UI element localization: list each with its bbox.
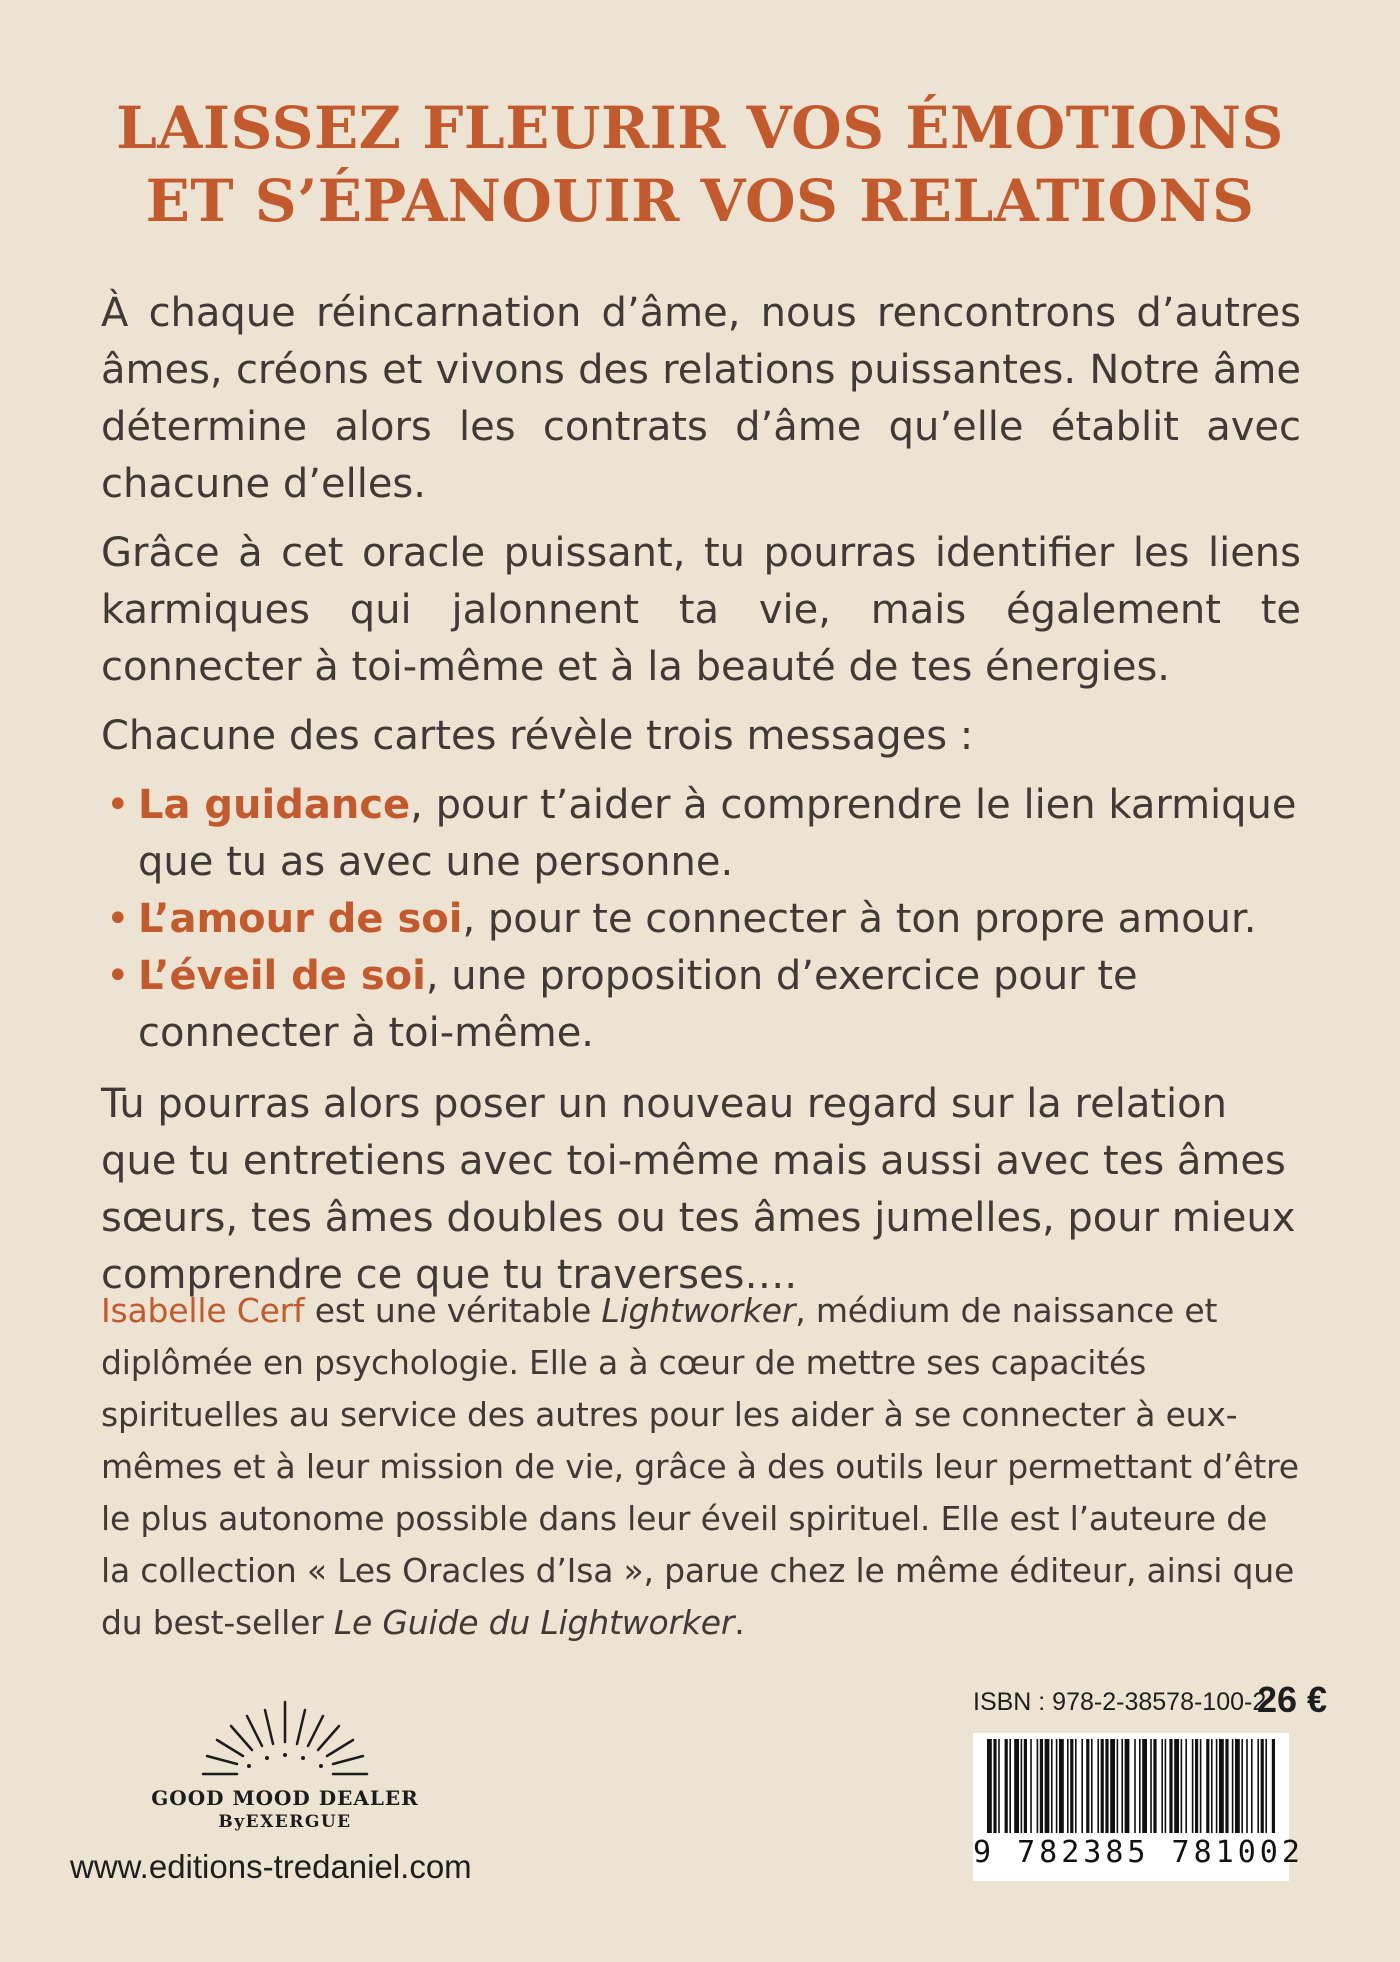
headline-line-2: ET S’ÉPANOUIR VOS RELATIONS: [145, 167, 1255, 235]
isbn-number: ISBN : 978-2-38578-100-2: [973, 1688, 1267, 1716]
bio-end: .: [734, 1603, 745, 1642]
publisher-website: www.editions-tredaniel.com: [70, 1848, 472, 1885]
author-bio: [101, 1285, 1301, 1649]
list-item: [101, 777, 1301, 891]
publisher-name: GOOD MOOD DEALER: [151, 1786, 419, 1810]
intro-paragraph-1: À chaque réincarnation d’âme, nous rencontrons d’autres âmes, créons et vivons des relations puissantes. Notre âme détermine alors les contrats d’âme qu’elle établit avec chacune d’elles.: [101, 290, 1301, 507]
barcode-icon: [987, 1739, 1275, 1833]
description: [101, 285, 1301, 1316]
intro-paragraph-3: Chacune des cartes révèle trois messages :: [101, 713, 974, 759]
sunburst-icon: [185, 1700, 385, 1784]
headline-line-1: LAISSEZ FLEURIR VOS ÉMOTIONS: [116, 94, 1284, 162]
message-title: L’éveil de soi: [138, 953, 426, 999]
intro-paragraph-2: Grâce à cet oracle puissant, tu pourras identifier les liens karmiques qui jalonnent ta vie, mais également te connecter à toi-même et à la beauté de tes énergies.: [101, 530, 1301, 690]
bio-book-title: Le Guide du Lightworker: [333, 1603, 735, 1642]
bio-text-2: , médium de naissance et diplômée en psychologie. Elle a à cœur de mettre ses capacités spirituelles au service des autres pour les aider à se connecter à eux-mêmes et à leur mission de vie, grâce à des outils leur permettant d’être le plus autonome possible dans leur éveil spirituel. Elle est l’auteure de la collection « Les Oracles d’Isa », parue chez le même éditeur, ainsi que du best-seller: [101, 1291, 1299, 1642]
bullet-icon: •: [106, 896, 130, 942]
bullet-icon: •: [106, 782, 130, 828]
headline: [0, 92, 1400, 238]
message-text: , une proposition d’exercice pour te connecter à toi-même.: [138, 953, 1138, 1056]
price: 26 €: [1257, 1679, 1328, 1720]
bullet-icon: •: [106, 953, 130, 999]
list-item: [101, 948, 1301, 1062]
message-title: L’amour de soi: [138, 896, 463, 942]
publisher-sub: ByEXERGUE: [218, 1812, 352, 1832]
barcode: [973, 1733, 1304, 1881]
closing-paragraph: Tu pourras alors poser un nouveau regard sur la relation que tu entretiens avec toi-même mais aussi avec tes âmes sœurs, tes âmes doubles ou tes âmes jumelles, pour mieux comprendre ce que tu traverses….: [101, 1081, 1296, 1298]
bio-term: Lightworker: [601, 1291, 796, 1330]
message-text: , pour t’aider à comprendre le lien karmique que tu as avec une personne.: [138, 782, 1297, 885]
list-item: [101, 891, 1301, 948]
messages-list: [101, 777, 1301, 1062]
barcode-digits: 9 782385 781002: [973, 1835, 1304, 1870]
publisher-logo: [140, 1700, 430, 1830]
message-title: La guidance: [138, 782, 411, 828]
message-text: , pour te connecter à ton propre amour.: [462, 896, 1257, 942]
bio-text-1: est une véritable: [304, 1291, 602, 1330]
author-name: Isabelle Cerf: [101, 1291, 305, 1330]
